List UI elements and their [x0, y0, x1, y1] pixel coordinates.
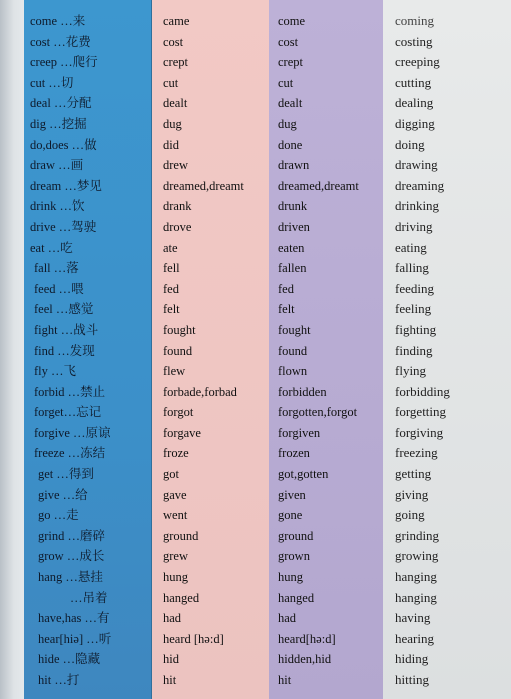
participle-row: forgotten,forgot: [278, 405, 358, 420]
ing-row: growing: [395, 548, 439, 564]
participle-row: frozen: [278, 446, 310, 461]
past-row: went: [163, 508, 188, 523]
past-row: flew: [163, 364, 186, 379]
base-row: feel …感觉: [34, 302, 94, 317]
ing-row: forgiving: [395, 424, 444, 440]
participle-row: flown: [278, 364, 308, 379]
past-row: cost: [163, 34, 184, 49]
past-row: found: [163, 343, 193, 358]
participle-row: dealt: [278, 96, 303, 111]
participle-row: fallen: [278, 261, 307, 276]
participle-row: gone: [278, 508, 303, 523]
participle-row: ground: [278, 528, 314, 543]
base-row: forget…忘记: [34, 405, 102, 420]
ing-row: cutting: [395, 74, 432, 90]
past-participle-column: [269, 0, 383, 699]
present-participle-column: [383, 0, 511, 699]
ing-row: driving: [395, 218, 433, 234]
base-row: drive …驾驶: [30, 219, 97, 234]
past-row: dreamed,dreamt: [163, 178, 244, 193]
base-row: give …给: [38, 487, 88, 502]
participle-row: cut: [278, 75, 294, 90]
participle-row: crept: [278, 55, 303, 70]
base-row: dream …梦见: [30, 178, 102, 193]
ing-row: hiding: [395, 651, 429, 667]
base-row: fly …飞: [34, 364, 77, 379]
past-row: dealt: [163, 96, 188, 111]
past-row: felt: [163, 302, 180, 317]
participle-row: cost: [278, 34, 299, 49]
past-row: drew: [163, 158, 188, 173]
base-row: have,has …有: [38, 611, 110, 626]
past-row: fought: [163, 322, 196, 337]
ing-row: forbidding: [395, 383, 450, 399]
base-row: deal …分配: [30, 96, 92, 111]
ing-row: finding: [395, 342, 433, 358]
participle-row: hanged: [278, 590, 315, 605]
base-row: cut …切: [30, 75, 74, 90]
participle-row: hit: [278, 673, 292, 687]
ing-row: hanging: [395, 589, 437, 605]
base-row: hang …悬挂: [38, 570, 103, 585]
ing-row: dreaming: [395, 177, 445, 193]
base-row: cost …花费: [30, 34, 91, 49]
past-row: fed: [163, 281, 179, 296]
base-row: grind …磨碎: [38, 528, 106, 543]
participle-row: grown: [278, 549, 310, 564]
base-form-column: [24, 0, 152, 699]
past-row: did: [163, 137, 179, 152]
ing-row: hitting: [395, 672, 429, 687]
past-row: hanged: [163, 590, 200, 605]
past-row: crept: [163, 55, 188, 70]
ing-row: coming: [395, 13, 434, 28]
participle-row: found: [278, 343, 308, 358]
past-row: hung: [163, 570, 188, 585]
participle-row: hung: [278, 570, 303, 585]
past-row: forgave: [163, 425, 201, 440]
base-row: find …发现: [34, 343, 95, 358]
past-row: drank: [163, 199, 192, 214]
ing-row: forgetting: [395, 404, 447, 420]
participle-row: eaten: [278, 240, 305, 255]
past-row: drove: [163, 219, 192, 234]
past-row: froze: [163, 446, 189, 461]
participle-row: hidden,hid: [278, 652, 332, 667]
past-row: forgot: [163, 405, 194, 420]
base-row: draw …画: [30, 158, 84, 173]
past-row: ground: [163, 528, 199, 543]
participle-row: dug: [278, 116, 297, 131]
ing-row: freezing: [395, 445, 438, 461]
past-row: hid: [163, 652, 179, 667]
ing-row: drawing: [395, 157, 438, 173]
ing-row: giving: [395, 486, 429, 502]
participle-row: given: [278, 487, 306, 502]
ing-row: doing: [395, 136, 425, 152]
past-row: gave: [163, 487, 187, 502]
ing-row: flying: [395, 363, 427, 379]
participle-row: got,gotten: [278, 467, 329, 482]
past-row: grew: [163, 549, 188, 564]
past-row: dug: [163, 116, 182, 131]
base-row: …吊着: [70, 590, 108, 605]
ing-row: dealing: [395, 95, 434, 111]
participle-row: fought: [278, 322, 311, 337]
base-row: get …得到: [38, 467, 94, 482]
past-row: came: [163, 14, 190, 28]
base-row: hide …隐藏: [38, 652, 101, 667]
base-row: hit …打: [38, 673, 80, 687]
past-row: ate: [163, 240, 178, 255]
ing-row: digging: [395, 115, 435, 131]
base-row: feed …喂: [34, 281, 84, 296]
participle-row: drunk: [278, 199, 308, 214]
past-row: hit: [163, 673, 177, 687]
ing-row: eating: [395, 239, 427, 255]
participle-row: done: [278, 137, 303, 152]
base-row: grow …成长: [38, 549, 105, 564]
base-row: creep …爬行: [30, 55, 98, 70]
ing-row: feeding: [395, 280, 434, 296]
ing-row: grinding: [395, 527, 440, 543]
past-row: got: [163, 467, 179, 482]
base-row: forgive …原谅: [34, 425, 111, 440]
participle-row: dreamed,dreamt: [278, 178, 359, 193]
participle-row: forbidden: [278, 384, 327, 399]
past-row: heard [hə:d]: [163, 631, 224, 646]
base-row: dig …挖掘: [30, 116, 87, 131]
base-row: come …来: [30, 14, 86, 28]
participle-row: had: [278, 611, 297, 626]
ing-row: feeling: [395, 301, 432, 317]
ing-row: having: [395, 610, 431, 626]
past-row: had: [163, 611, 182, 626]
participle-row: heard[hə:d]: [278, 631, 336, 646]
ing-row: getting: [395, 466, 432, 482]
past-row: fell: [163, 261, 180, 276]
past-row: forbade,forbad: [163, 384, 237, 399]
ing-row: fighting: [395, 321, 437, 337]
participle-row: drawn: [278, 158, 310, 173]
ing-row: creeping: [395, 54, 440, 70]
base-row: forbid …禁止: [34, 384, 106, 399]
participle-row: fed: [278, 281, 294, 296]
base-row: fall …落: [34, 261, 79, 276]
base-row: drink …饮: [30, 199, 85, 214]
ing-row: costing: [395, 33, 433, 49]
participle-row: driven: [278, 219, 310, 234]
base-row: eat …吃: [30, 240, 73, 255]
base-row: hear[hiə] …听: [38, 631, 112, 646]
base-row: fight …战斗: [34, 322, 99, 337]
base-row: do,does …做: [30, 137, 97, 152]
participle-row: come: [278, 14, 306, 28]
ing-row: drinking: [395, 198, 440, 214]
base-row: freeze …冻结: [34, 446, 106, 461]
past-row: cut: [163, 75, 179, 90]
past-tense-column: [152, 0, 269, 699]
base-row: go …走: [38, 508, 79, 523]
participle-row: forgiven: [278, 425, 321, 440]
participle-row: felt: [278, 302, 295, 317]
ing-row: going: [395, 507, 425, 523]
ing-row: hearing: [395, 630, 434, 646]
ing-row: hanging: [395, 569, 437, 585]
ing-row: falling: [395, 260, 429, 276]
